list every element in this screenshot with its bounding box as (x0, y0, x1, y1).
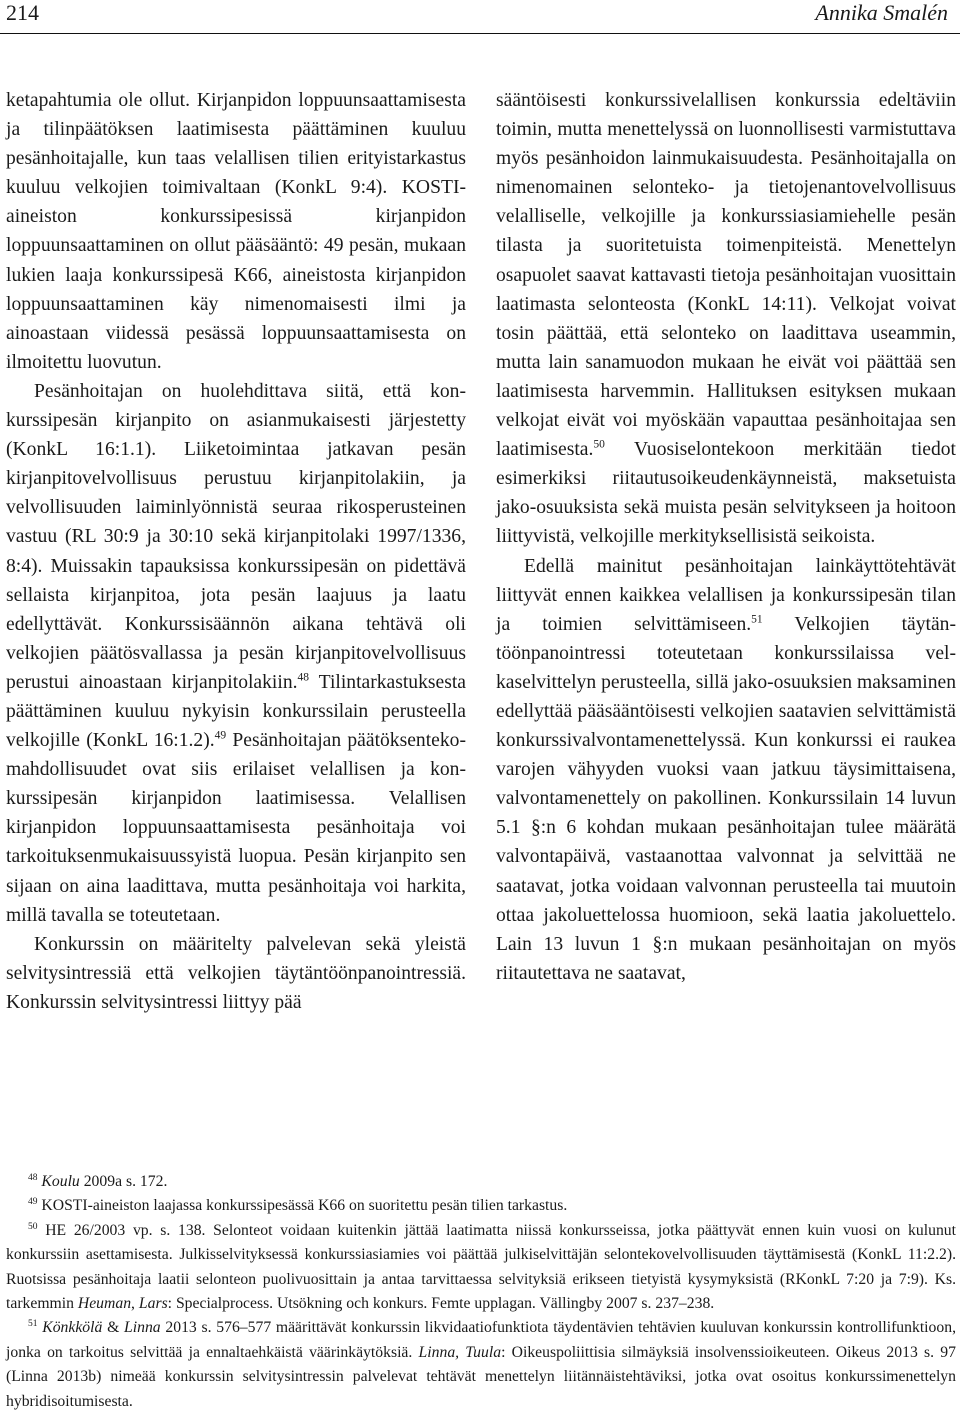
footnote-number: 49 (28, 1197, 38, 1208)
footnote-author: Linna (124, 1319, 161, 1337)
footnote-text: : Oikeuspoliittisia silmäyksiä insolvenssioikeuteen. Oikeus 2013 s. 97 (Linna 2013b) nimeää konkurssin selvitysintressin palvelevat tehtävät menettelyn liitännäistehtäviksi, jotka ovat osoitus konkurssimenettelyn hybridisoitumisesta. (6, 1343, 956, 1410)
paragraph-text: Konkurssin on määritelty palvelevan sekä yleistä selvitysintressiä että velkojien täytäntöönpanointressiä. Konkurssin selvitysintressi liittyy pää (6, 933, 466, 1013)
paragraph-text: Velkojien täytäntöönpanointressi toteutetaan konkurssilaissa velkaselvittelyn perusteella, sillä jako-osuuksien maksaminen edellyttää pääsääntöisesti velkojien saatavien selvittämistä konkurssivalvontamenettelyssä. Kun konkurssi ei raukea varojen vähyyden vuoksi vaan jatkuu täysimittaisena, valvontamenettely on pakollinen. Konkurssilain 14 luvun 5.1 §:n 6 kohdan mukaan pesänhoitajan tulee määrätä valvontapäivä, vastaanottaa valvonnat ja selvittää ne saatavat, jotka voidaan valvonnan perusteella tai muutoin ottaa jakoluettelossa huomioon, sekä laatia jakoluettelo. Lain 13 luvun 1 §:n mukaan pesänhoitajan on myös riitautettava ne saatavat, (496, 613, 956, 984)
footnote-author: Linna, Tuula (418, 1343, 502, 1361)
footnote-text: 2013 s. 576–577 määrittävät konkurssin likvidaatiofunktiota täydentävien tehtävien kuuluvan konkurssin kontrollifunktioon, jonka on tarkoitus selvittää ja ennaltaehkäistä väärinkäytöksiä. (6, 1319, 956, 1361)
paragraph-text: Vuosiselontekoon merkitään tiedot esimerkiksi riitautusoikeudenkäynneistä, maksetuista jako-osuuksista sekä muista pesän selvitykseen ja hoitoon liittyvistä, velkojille merkityksellisistä seikoista. (496, 439, 956, 548)
footnote-ref-50[interactable]: 50 (593, 438, 605, 451)
footnote-49 (6, 1194, 956, 1218)
paragraph-text: Pesänhoitajan päätöksentekomahdollisuudet ovat siis erilaiset velallisen ja konkurssipesän kirjanpidon laatimisessa. Velallisen kirjanpidon loppuunsaattamisesta pesänhoitaja voi tarkoituksenmukaisuussyistä luopua. Pesän kirjanpito sen sijaan on aina laadittava, mutta pesänhoitaja voi harkita, millä tavalla se toteutetaan. (6, 730, 466, 926)
paragraph-text: Pesänhoitajan on huolehdittava siitä, että konkurssipesän kirjanpito on asianmukaisesti järjestetty (KonkL 16:1.1). Liiketoimintaa jatkavan pesän kirjanpitovelvollisuus perustuu kirjanpitolakiin, ja velvollisuuden laiminlyönnistä seuraa rikosperusteinen vastuu (RL 30:9 ja 30:10 sekä kirjanpitolaki 1997/1336, 8:4). Muissakin tapauksissa konkurssipesän on pidettävä sellaista kirjanpitoa, jota pesän laajuus ja laatu edellyttävät. Konkurssisäännön aikana tehtävä oli velkojien päätösvallassa ja pesän kirjanpitovelvollisuus perustui ainoastaan kirjanpitolakiin. (6, 380, 466, 693)
footnote-51 (6, 1316, 956, 1414)
right-column (496, 86, 956, 988)
paragraph (496, 552, 956, 988)
paragraph (6, 930, 466, 1017)
footnotes (6, 1170, 956, 1414)
footnote-48 (6, 1170, 956, 1194)
footnote-author: Heuman (77, 1295, 132, 1313)
header-rule (0, 33, 960, 34)
footnote-text: : Specialprocess. Utsökning och konkurs. Femte upplagan. Vällingby 2007 s. 237–238. (167, 1295, 715, 1313)
paragraph (6, 86, 466, 377)
paragraph-text: Edellä mainitut pesänhoitajan lainkäyttötehtävät liittyvät ennen kaikkea velallisen ja konkurssipesän tilan ja toimien selvittämiseen. (496, 555, 956, 635)
footnote-author: Könkkölä (42, 1319, 103, 1337)
footnote-number: 50 (28, 1221, 38, 1232)
footnote-text: 2009a s. 172. (79, 1173, 168, 1190)
paragraph-text: sääntöisesti konkurssivelallisen konkurssia edeltäviin toimin, mutta menettelyssä on luonnollisesti varmistuttava myös pesänhoidon lainmukaisuudesta. Pesänhoitajalla on nimenomainen selonteko- ja tietojenantovelvollisuus velalliselle, velkojille ja konkurssiasiamiehelle pesän tilasta ja suoritetuista toimenpiteistä. Menettelyn osapuolet saavat kattavasti tietoja pesänhoitajan vuosittain laatimasta selonteosta (KonkL 14:11). Velkojat voivat tosin päättää, että selonteko on laadittava useammin, mutta lain sanamuodon mukaan he eivät voi päättää sen laatimisesta harvemmin. Hallituksen esityksen mukaan velkojat eivät voi myöskään vapauttaa pesänhoitajaa sen laatimisesta. (496, 90, 956, 461)
paragraph-text: Tilintarkastuksesta päättäminen kuuluu nykyisin konkurssilain perusteella velkojille (KonkL 16:1.2). (6, 671, 466, 752)
left-column (6, 86, 466, 1017)
footnote-text: , (131, 1295, 139, 1313)
footnote-number: 48 (28, 1172, 38, 1183)
paragraph (6, 377, 466, 930)
footnote-ref-48[interactable]: 48 (297, 671, 310, 684)
footnote-ref-49[interactable]: 49 (214, 729, 227, 742)
running-title: Annika Smalén (815, 0, 948, 25)
page-number: 214 (6, 0, 39, 25)
footnote-author: Koulu (41, 1173, 80, 1190)
footnote-text: & (102, 1319, 125, 1337)
page-header (0, 0, 960, 32)
footnote-50 (6, 1219, 956, 1317)
footnote-author: Lars (138, 1295, 168, 1313)
footnote-ref-51[interactable]: 51 (751, 613, 763, 626)
footnote-text: KOSTI-aineiston laajassa konkurssipesässä K66 on suoritettu pesän tilien tarkastus. (37, 1197, 568, 1215)
paragraph-text: ketapahtumia ole ollut. Kirjanpidon loppuunsaattamisesta ja tilinpäätöksen laatimisesta päättäminen kuuluu pesänhoitajalle, kun taas velallisen tilien erityistarkastus kuuluu velkojien toimivaltaan (KonkL 9:4). KOSTI-aineiston konkurssipesissä kirjanpidon loppuunsaattaminen on ollut pääsääntö: 49 pesän, mukaan lukien laaja konkurssipesä K66, aineistosta kirjanpidon loppuunsaattaminen käy nimenomaisesti ilmi ja ainoastaan viidessä pesässä loppuunsaattamisesta on ilmoitettu luovutun. (6, 90, 466, 373)
footnote-number: 51 (28, 1319, 38, 1330)
footnote-text: HE 26/2003 vp. s. 138. Selonteot voidaan kuitenkin jättää laatimatta niissä konkursseissa, jotka päättyvät ennen kuin vuosi on kulunut konkurssiin asettamisesta. Julkisselvityksessä konkurssiasiamies voi päättää julkiselvittäjän selontekovelvollisuuden täyttämisestä (KonkL 11:2.2). Ruotsissa pesänhoitaja laatii selonteon puolivuosittain ja antaa tarvittaessa selvityksiä erikseen tietyistä kysymyksistä (RKonkL 7:20 ja 7:9). Ks. tarkemmin (6, 1221, 956, 1313)
paragraph (496, 86, 956, 552)
